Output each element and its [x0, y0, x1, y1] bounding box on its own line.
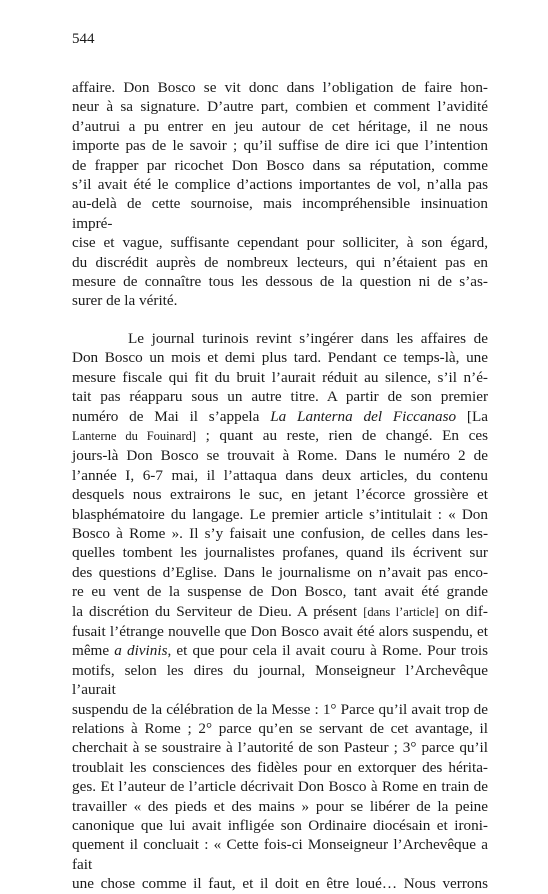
journal-title: La Lanterna del Ficcanaso [270, 407, 457, 425]
text-line: importe pas de le savoir ; qu’il suffise de dire ici que l’intention [72, 137, 488, 155]
translator-note: Lanterne du Fouinard] [72, 428, 197, 443]
text-line: quement il concluait : « Cette fois-ci Monseigneur l’Archevêque a fait [72, 836, 488, 873]
text-line: mesure de connaître tous les dessous de la question ni de s’as- [72, 273, 488, 291]
text-line: tait pas réapparu sous un autre titre. A partir de son premier [72, 388, 488, 406]
text-line: troublait les consciences des fidèles pour en extorquer des hérita- [72, 758, 488, 776]
text-line: travailler « des pieds et des mains » pour se libérer de la peine [72, 797, 488, 815]
text-line: Bosco à Rome ». Il s’y faisait une confusion, de celles dans les- [72, 524, 488, 542]
text-line: motifs, selon les dires du journal, Monseigneur l’Archevêque l’aurait [72, 661, 488, 699]
text-line: cherchait à se soustraire à l’autorité de son Pasteur ; 3° parce qu’il [72, 739, 488, 757]
text-line: s’il avait été le complice d’actions importantes de vol, n’alla pas [72, 176, 488, 194]
text-line: une chose comme il faut, et il doit en être loué… Nous verrons [72, 875, 488, 893]
text-run: même [72, 642, 115, 660]
text-run: on dif- [438, 602, 488, 620]
paragraph-gap [72, 311, 488, 329]
text-line: desquels nous extrairons le suc, en jetant l’écorce grossière et [72, 486, 488, 504]
text-line: du discrédit auprès de nombreux lecteurs, qui n’étaient pas en [72, 253, 488, 271]
text-line: suspendu de la célébration de la Messe : 1° Parce qu’il avait trop de [72, 700, 488, 718]
page-number: 544 [72, 31, 95, 47]
body-text [72, 78, 488, 894]
text-line [72, 407, 488, 426]
text-run: [La [456, 407, 489, 425]
text-line: l’année I, 6-7 mai, il l’attaqua dans deux articles, du contenu [72, 466, 488, 484]
text-line [72, 641, 488, 660]
text-line: fusait l’étrange nouvelle que Don Bosco avait été alors suspendu, et [72, 622, 488, 640]
italic-term: a divinis [114, 642, 168, 660]
text-line: cise et vague, suffisante cependant pour solliciter, à son égard, [72, 234, 488, 252]
translator-note: [dans l’article] [363, 604, 439, 619]
text-line: ges. Et l’auteur de l’article décrivait Don Bosco à Rome en train de [72, 778, 488, 796]
text-run: , et que pour cela il avait couru à Rome. Pour trois [167, 642, 489, 660]
text-line [72, 426, 488, 446]
text-run: ; quant au reste, rien de changé. En ces [196, 426, 488, 444]
text-line: re eu vent de la suspense de Don Bosco, tant avait été grande [72, 583, 488, 601]
paragraph-1 [72, 78, 488, 311]
text-line: d’autrui a pu entrer en jeu autour de cet héritage, il ne nous [72, 117, 488, 135]
text-line: Le journal turinois revint s’ingérer dans les affaires de [128, 329, 488, 347]
text-line: Don Bosco un mois et demi plus tard. Pendant ce temps-là, une [72, 349, 488, 367]
text-line: canonique que lui avait infligée son Ordinaire diocésain et ironi- [72, 817, 488, 835]
text-line: quelles tombent les journalistes profanes, quand ils écrivent sur [72, 544, 488, 562]
text-line [72, 602, 488, 622]
text-line: au-delà de cette sournoise, mais incompréhensible insinuation impré- [72, 195, 488, 232]
text-line: de frapper par ricochet Don Bosco dans sa réputation, comme [72, 156, 488, 174]
text-line: neur à sa signature. D’autre part, combien et comment l’avidité [72, 98, 488, 116]
text-line: blasphématoire du langage. Le premier article s’intitulait : « Don [72, 505, 488, 523]
text-run: la discrétion du Serviteur de Dieu. A présent [72, 602, 364, 620]
text-line: surer de la vérité. [72, 292, 178, 310]
paragraph-2 [72, 329, 488, 894]
text-run: numéro de Mai il s’appela [72, 407, 271, 425]
text-line: des questions d’Eglise. Dans le journalisme on n’avait pas enco- [72, 563, 488, 581]
text-line: affaire. Don Bosco se vit donc dans l’obligation de faire hon- [72, 79, 488, 96]
text-line: jours-là Don Bosco se trouvait à Rome. Dans le numéro 2 de [72, 447, 488, 465]
text-line: mesure fiscale qui fit du bruit l’aurait réduit au silence, s’il n’é- [72, 368, 488, 386]
text-line: relations à Rome ; 2° parce qu’en se servant de cet avantage, il [72, 720, 488, 737]
